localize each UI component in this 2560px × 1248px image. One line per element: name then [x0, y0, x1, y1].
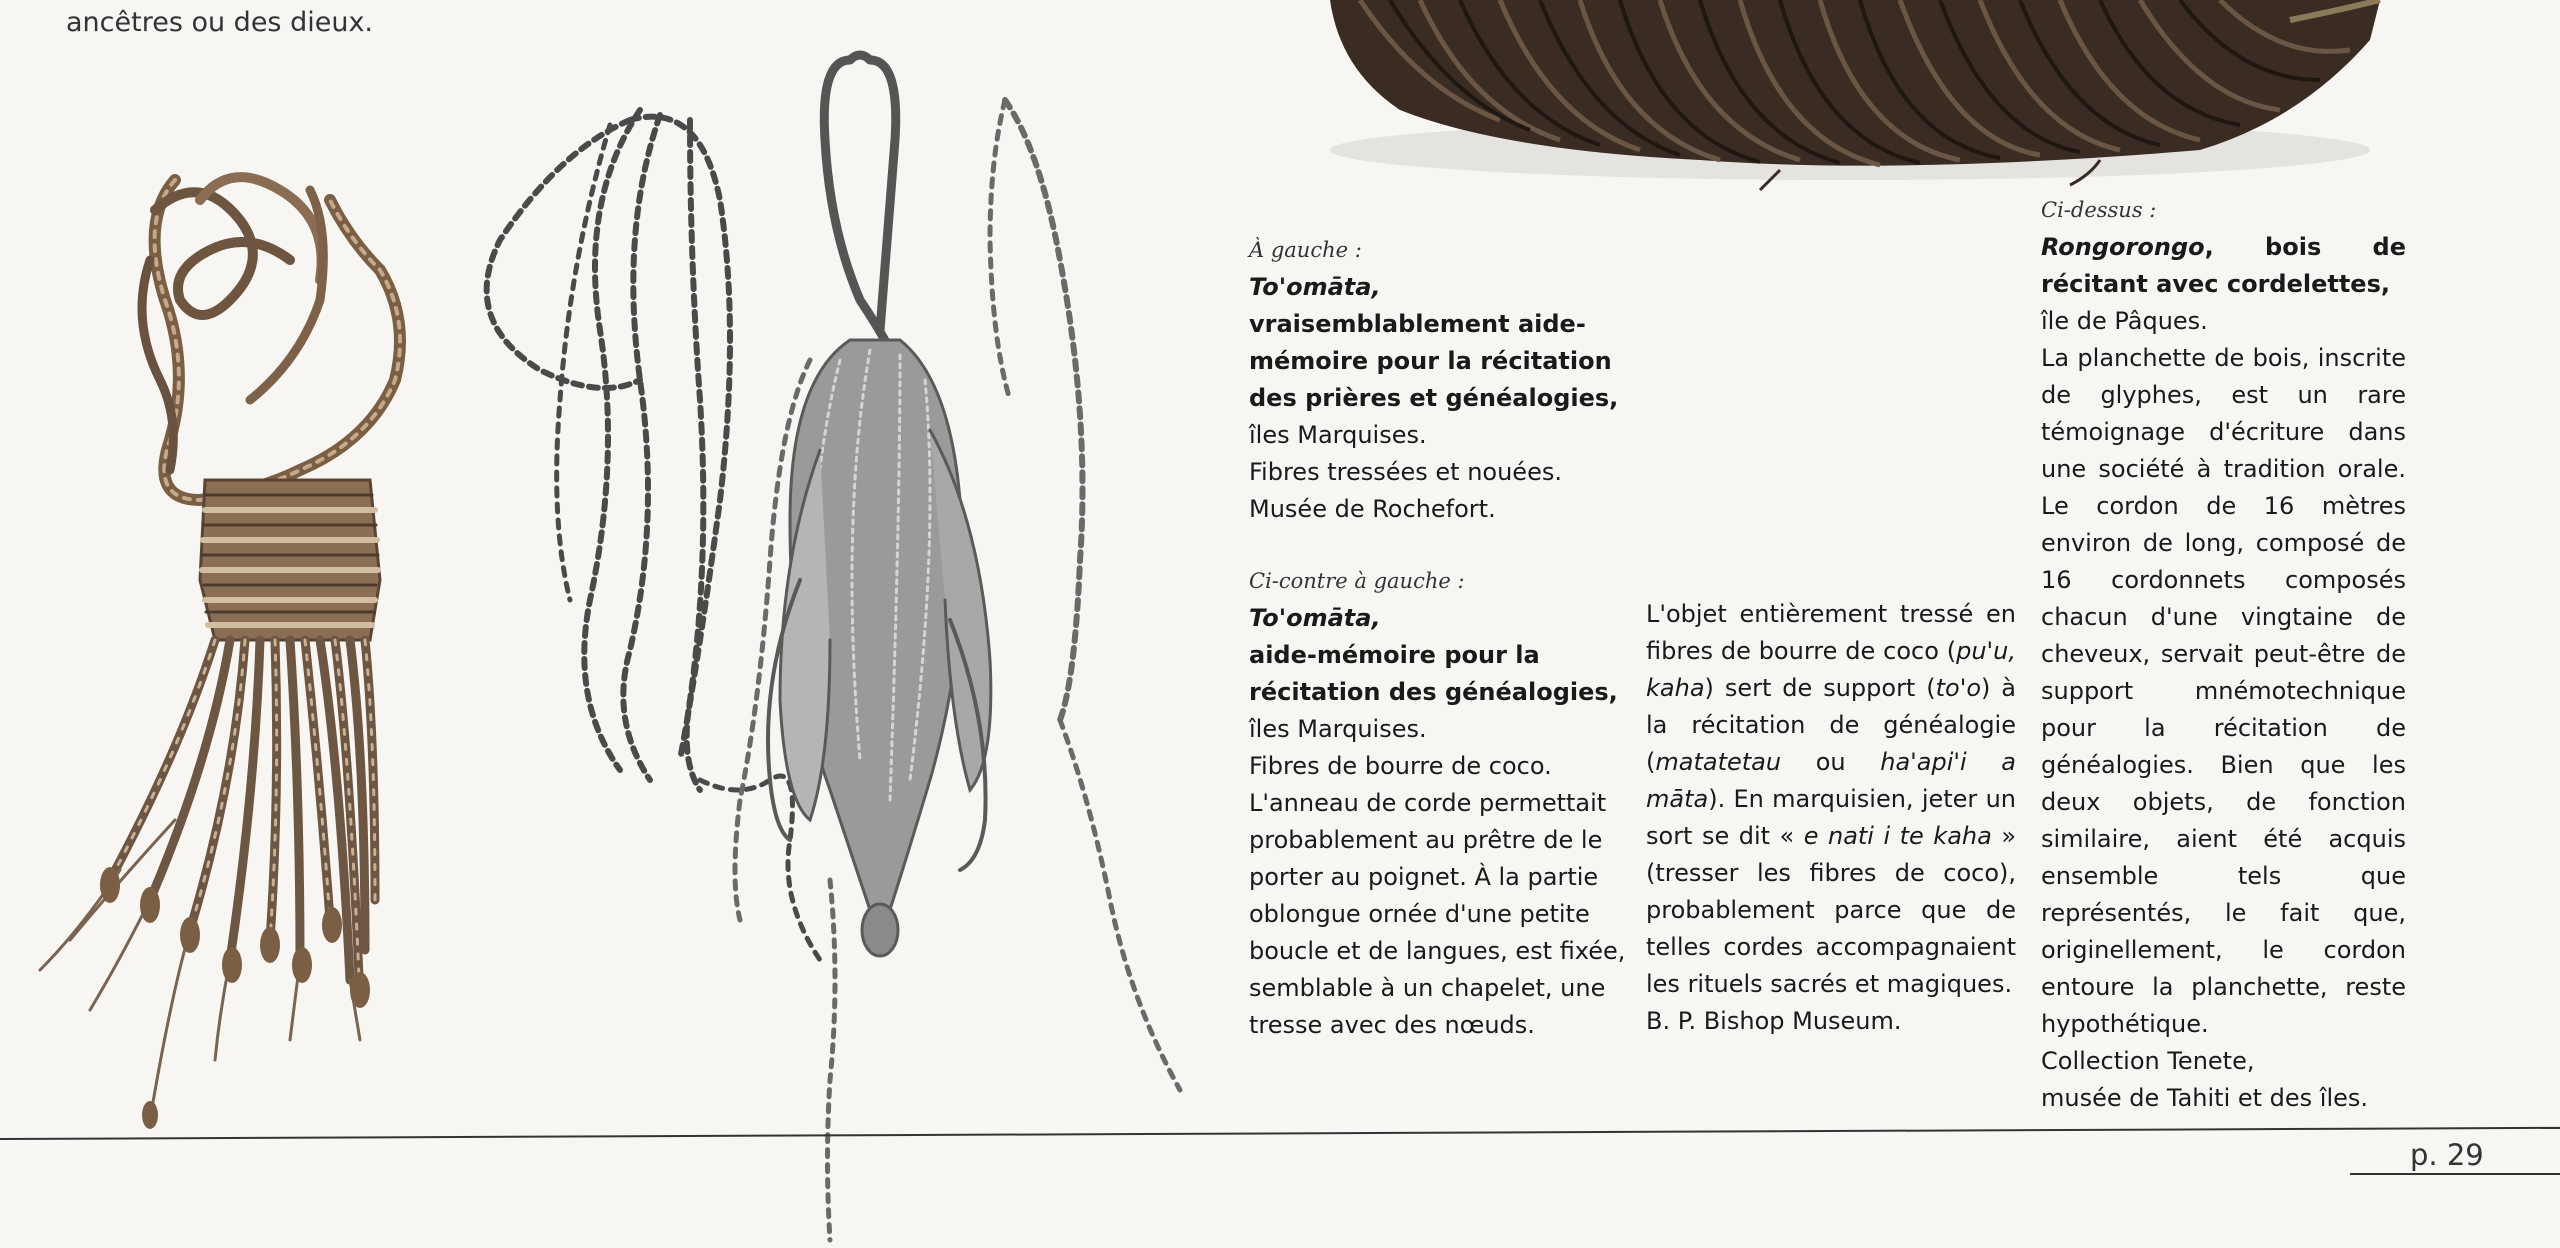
- caption-label: Ci-contre à gauche :: [1249, 569, 1465, 593]
- caption-material: Fibres de bourre de coco.: [1249, 752, 1552, 780]
- caption-place: îles Marquises.: [1249, 421, 1427, 449]
- hair-cord-bundle-photo: [1330, 0, 2380, 190]
- caption-description: aide-mémoire pour la récitation des généalogies,: [1249, 641, 1618, 706]
- caption-middle: [1646, 596, 2016, 1040]
- text-run: ) à la récitation de généalogie (: [1646, 674, 2017, 776]
- crocheted-toomata-photo: [735, 55, 1180, 1240]
- caption-title: Rongorongo: [2041, 233, 2205, 261]
- caption-left-top: [1249, 232, 1629, 528]
- caption-right: [2041, 192, 2406, 1117]
- text-run: ou: [1781, 748, 1881, 776]
- caption-title: To'omāta,: [1249, 604, 1381, 632]
- italic-term: matatetau: [1655, 748, 1782, 776]
- text-run: ) sert de support (: [1704, 674, 1936, 702]
- caption-title: To'omāta,: [1249, 273, 1381, 301]
- caption-title-rest: , bois de récitant avec cordelettes,: [2041, 233, 2406, 298]
- caption-material: Fibres tressées et nouées.: [1249, 458, 1562, 486]
- text-run: L'objet entièrement tressé en fibres de bourre de coco (: [1646, 600, 2016, 665]
- italic-term: e nati i te kaha: [1803, 822, 1992, 850]
- caption-label: À gauche :: [1249, 238, 1362, 262]
- text-run: » (tresser les fibres de coco), probablement parce que de telles cordes accompagnaient les rituels sacrés et magiques.: [1646, 822, 2017, 998]
- intro-paragraph: [66, 0, 866, 42]
- italic-term: to'o: [1935, 674, 1982, 702]
- caption-description: vraisemblablement aide-mémoire pour la récitation des prières et généalogies,: [1249, 310, 1619, 412]
- caption-left-bottom: [1249, 563, 1629, 1044]
- caption-museum: B. P. Bishop Museum.: [1646, 1007, 1902, 1035]
- caption-museum: Musée de Rochefort.: [1249, 495, 1496, 523]
- caption-text: L'anneau de corde permettait probablement au prêtre de le porter au poignet. À la partie oblongue ornée d'une petite boucle et de langues, est fixée, semblable à un chapelet, une tresse avec des nœuds.: [1249, 789, 1626, 1039]
- caption-collection: Collection Tenete,: [2041, 1047, 2255, 1075]
- caption-place: îles Marquises.: [1249, 715, 1427, 743]
- italic-term: pu'u, kaha: [1646, 637, 2016, 702]
- page-number: p. 29: [2410, 1138, 2484, 1172]
- braided-toomata-photo: [40, 177, 400, 1129]
- intro-line-2: ancêtres ou des dieux.: [66, 7, 374, 38]
- caption-label: Ci-dessus :: [2041, 198, 2157, 222]
- caption-title-line: [2041, 229, 2406, 303]
- page-number-underline: [2350, 1173, 2560, 1175]
- italic-term: ha'api'i a māta: [1646, 748, 2016, 813]
- caption-museum: musée de Tahiti et des îles.: [2041, 1084, 2369, 1112]
- caption-text: [1646, 596, 2016, 1003]
- caption-place: île de Pâques.: [2041, 307, 2208, 335]
- text-run: ). En marquisien, jeter un sort se dit «: [1646, 785, 2016, 850]
- caption-text: La planchette de bois, inscrite de glyphes, est un rare témoignage d'écriture dans une société à tradition orale. Le cordon de 16 mètres environ de long, composé de 16 cordonnets composés chacun d'une vingtaine de cheveux, servait peut-être de support mnémotechnique pour la récitation de généalogies. Bien que les deux objets, de fonction similaire, aient été acquis ensemble tels que représentés, le fait que, originellement, le cordon entoure la planchette, reste hypothétique.: [2041, 344, 2406, 1038]
